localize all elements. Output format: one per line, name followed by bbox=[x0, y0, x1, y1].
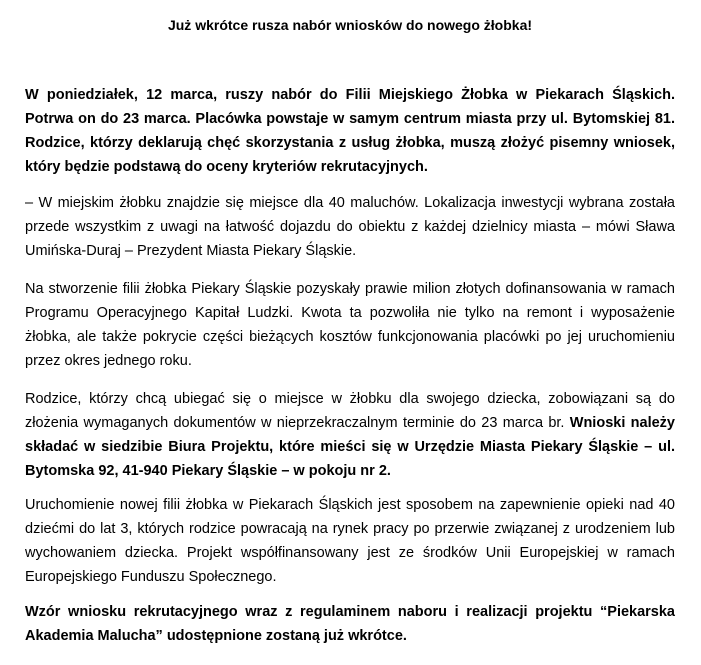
application-text: Rodzice, którzy chcą ubiegać się o miejsce w żłobku dla swojego dziecka, zobowiązani są do złożenia wymaganych dokumentów w nieprzekraczalnym terminie do 23 marca br. bbox=[25, 391, 675, 431]
closing-paragraph: Wzór wniosku rekrutacyjnego wraz z regulaminem naboru i realizacji projektu “Piekarska Akademia Malucha” udostępnione zostaną już wkrótce. bbox=[25, 604, 675, 644]
funding-paragraph: Na stworzenie filii żłobka Piekary Śląskie pozyskały prawie milion złotych dofinansowania w ramach Programu Operacyjnego Kapitał Ludzki. Kwota ta pozwoliła nie tylko na remont i wyposażenie żłobka, ale także pokrycie części bieżących kosztów funkcjonowania placówki po jej uruchomieniu przez okres jednego roku. bbox=[25, 281, 675, 369]
quote-paragraph: – W miejskim żłobku znajdzie się miejsce dla 40 maluchów. Lokalizacja inwestycji wybrana została przede wszystkim z uwagi na łatwość dojazdu do obiektu z każdej dzielnicy miasta – mówi Sława Umińska-Duraj – Prezydent Miasta Piekary Śląskie. bbox=[25, 195, 675, 259]
article-lead: W poniedziałek, 12 marca, ruszy nabór do Filii Miejskiego Żłobka w Piekarach Śląskich. Potrwa on do 23 marca. Placówka powstaje w samym centrum miasta przy ul. Bytomskiej 81. Rodzice, którzy deklarują chęć skorzystania z usług żłobka, muszą złożyć pisemny wniosek, który będzie podstawą do oceny kryteriów rekrutacyjnych. bbox=[25, 87, 675, 175]
application-paragraph bbox=[25, 387, 675, 483]
article-title: Już wkrótce rusza nabór wniosków do nowego żłobka! bbox=[167, 17, 533, 33]
purpose-paragraph: Uruchomienie nowej filii żłobka w Piekarach Śląskich jest sposobem na zapewnienie opieki nad 40 dziećmi do lat 3, których rodzice powracają na rynek pracy po przerwie związanej z urodzeniem lub wychowaniem dziecka. Projekt współfinansowany jest ze środków Unii Europejskiej w ramach Europejskiego Funduszu Społecznego. bbox=[25, 497, 675, 585]
application-location-text: Wnioski należy składać w siedzibie Biura Projektu, które mieści się w Urzędzie Miasta Piekary Śląskie – ul. Bytomska 92, 41-940 Piekary Śląskie – w pokoju nr 2. bbox=[25, 415, 675, 479]
